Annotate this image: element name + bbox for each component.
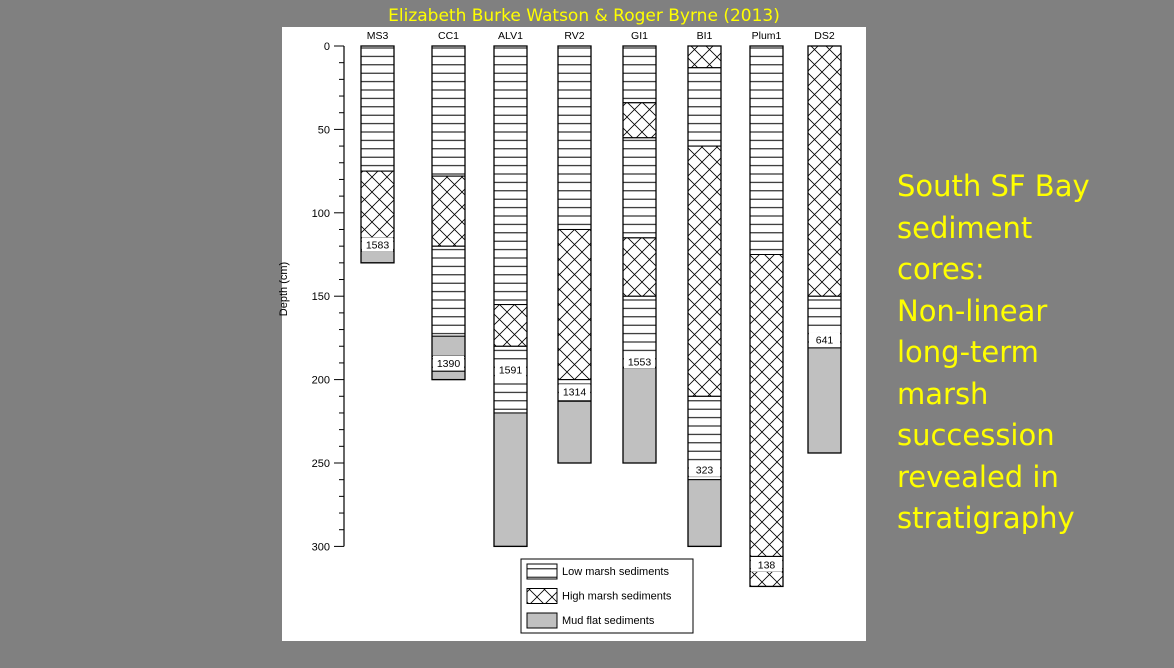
legend-label: Low marsh sediments [562,566,669,578]
figure-credit: Elizabeth Burke Watson & Roger Byrne (2013) [388,6,780,26]
layer-mud [361,251,394,263]
depth-tick-label: 300 [311,541,330,554]
layer-mud [808,348,841,453]
depth-tick-label: 200 [311,374,330,387]
layer-low [361,46,394,171]
layer-high [494,305,527,347]
layer-high [808,46,841,296]
core-cc1 [432,30,465,380]
core-name-label: BI1 [696,30,713,42]
cores [361,30,841,586]
side-caption-line: long-term [897,335,1039,369]
date-label: 323 [695,464,714,477]
layer-high [623,238,656,296]
depth-tick-label: 250 [311,458,330,470]
layer-low [623,138,656,238]
side-caption-line: cores: [897,252,985,286]
layer-mud [688,480,721,547]
core-bi1 [688,30,721,546]
layer-high [361,171,394,238]
core-alv1 [494,30,527,546]
core-name-label: GI1 [631,30,648,42]
layer-low [494,346,527,413]
layer-mud [432,371,465,379]
depth-tick-label: 100 [311,207,330,220]
layer-low [432,46,465,176]
core-name-label: CC1 [437,30,460,42]
core-name-label: DS2 [814,30,835,42]
layer-high [558,229,591,379]
layer-low [750,46,783,255]
layer-low [688,68,721,146]
core-name-label: Plum1 [751,30,782,42]
layer-low [623,46,656,103]
core-gi1 [623,30,656,463]
side-caption-line: stratigraphy [897,501,1075,535]
depth-axis-label: Depth (cm) [278,261,290,317]
figure-panel [278,27,866,641]
core-plum1 [750,30,783,586]
legend [521,559,693,633]
side-caption-line: Non-linear [897,293,1048,328]
layer-high [750,255,783,557]
core-name-label: ALV1 [498,30,523,42]
side-caption [897,166,1167,540]
side-caption-line: sediment [897,210,1033,245]
core-ms3 [361,30,394,263]
date-label: 1583 [365,239,390,252]
depth-tick-label: 50 [317,124,330,137]
core-name-label: MS3 [366,30,389,42]
core-name-label: RV2 [564,30,585,42]
date-label: 1591 [498,364,523,377]
date-label: 1553 [627,356,652,369]
side-caption-line: marsh [897,376,989,411]
layer-high [432,176,465,246]
side-caption-line: South SF Bay [897,169,1090,203]
legend-label: High marsh sediments [562,590,672,603]
date-label: 1390 [436,357,461,370]
layer-mud [432,336,465,356]
depth-axis [278,41,344,553]
legend-swatch-mud [527,613,557,628]
depth-tick-label: 150 [311,291,330,304]
core-ds2 [808,30,841,453]
layer-low [494,46,527,305]
layer-high [623,103,656,138]
sediment-core-diagram [278,27,866,641]
date-label: 1314 [562,386,587,399]
legend-swatch-high [527,589,557,604]
date-label: 138 [757,559,776,572]
layer-high [688,146,721,396]
layer-low [432,246,465,336]
side-caption-line: revealed in [897,459,1059,494]
core-rv2 [558,30,591,463]
layer-mud [494,413,527,546]
layer-high [688,46,721,68]
legend-label: Mud flat sediments [562,615,655,627]
date-label: 641 [815,334,834,347]
side-caption-line: succession [897,418,1055,452]
layer-mud [558,401,591,463]
layer-low [558,46,591,229]
layer-mud [623,368,656,463]
legend-swatch-low [527,564,557,579]
depth-tick-label: 0 [323,41,330,53]
layer-high [750,571,783,586]
